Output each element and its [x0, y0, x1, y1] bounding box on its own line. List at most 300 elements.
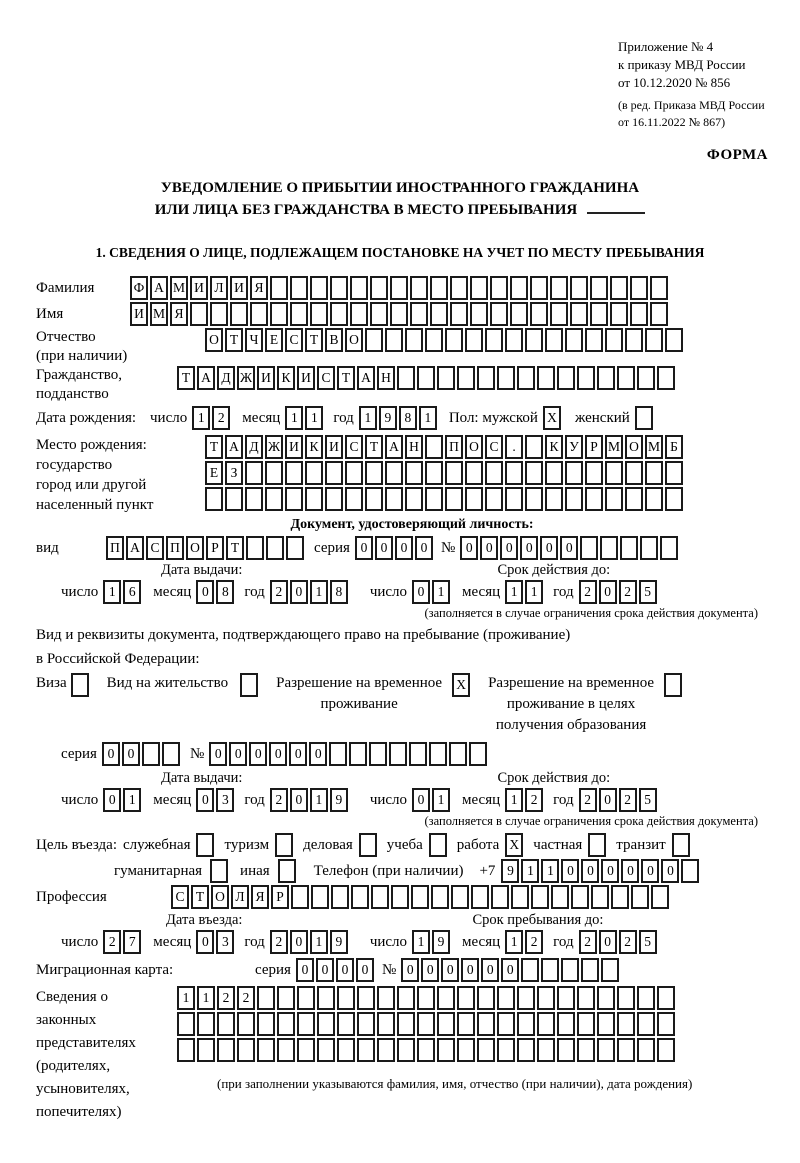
form-cell: Ч — [245, 328, 263, 352]
form-cell — [617, 1012, 635, 1036]
citizenship-row — [36, 366, 788, 402]
form-cell — [665, 328, 683, 352]
profession-label: Профессия — [36, 888, 107, 905]
purpose-humanitarian-checkbox — [210, 859, 230, 883]
form-cell: В — [325, 328, 343, 352]
migration-card-row — [36, 958, 788, 982]
firstname-label: Имя — [36, 305, 64, 322]
purpose-tourism-checkbox — [275, 833, 295, 857]
form-cell: И — [285, 435, 303, 459]
form-cell: 0 — [621, 859, 639, 883]
form-cell: 0 — [309, 742, 327, 766]
form-cell — [205, 487, 223, 511]
month-word: месяц — [462, 791, 501, 808]
birth-date-row — [36, 406, 788, 430]
birth-month-cells — [285, 406, 325, 430]
form-cell — [645, 487, 663, 511]
form-cell: Л — [231, 885, 249, 909]
form-cell — [349, 742, 367, 766]
form-cell — [245, 487, 263, 511]
form-cell — [405, 328, 423, 352]
form-cell — [465, 328, 483, 352]
form-cell — [517, 366, 535, 390]
form-cell: 0 — [196, 930, 214, 954]
form-cell: 2 — [579, 580, 597, 604]
form-cell — [597, 1012, 615, 1036]
entry-date — [61, 930, 350, 954]
form-cell: 9 — [501, 859, 519, 883]
form-cell — [305, 461, 323, 485]
form-cell — [497, 1038, 515, 1062]
representatives-cells-row2 — [177, 1012, 692, 1036]
identity-valid-year-cells — [579, 580, 659, 604]
birthplace-cell-rows — [205, 435, 685, 513]
form-cell — [305, 487, 323, 511]
form-cell — [617, 1038, 635, 1062]
form-cell — [430, 276, 448, 300]
form-cell — [465, 461, 483, 485]
form-cell: 2 — [103, 930, 121, 954]
form-cell — [605, 487, 623, 511]
form-cell — [610, 276, 628, 300]
form-cell — [485, 328, 503, 352]
form-cell — [577, 366, 595, 390]
citizenship-label-line1: Гражданство, — [36, 367, 123, 383]
form-cell — [657, 1012, 675, 1036]
form-cell: 0 — [102, 742, 120, 766]
form-cell: И — [297, 366, 315, 390]
stay-doc-issue-month-cells — [196, 788, 236, 812]
form-cell: О — [205, 328, 223, 352]
form-cell — [350, 276, 368, 300]
surname-row — [36, 276, 788, 300]
form-cell: М — [150, 302, 168, 326]
form-cell: 0 — [249, 742, 267, 766]
stay-doc-intro-line1: Вид и реквизиты документа, подтверждающего право на пребывание (проживание) — [36, 627, 571, 643]
form-cell — [357, 1012, 375, 1036]
form-cell — [331, 885, 349, 909]
form-cell: 0 — [122, 742, 140, 766]
form-cell — [581, 958, 599, 982]
form-cell — [601, 958, 619, 982]
form-cell — [497, 986, 515, 1010]
form-cell: 0 — [501, 958, 519, 982]
entry-year-cells — [270, 930, 350, 954]
form-cell — [71, 673, 89, 697]
identity-valid-date — [370, 580, 659, 604]
purpose-row2 — [36, 859, 788, 883]
form-cell: Ж — [265, 435, 283, 459]
form-cell: К — [277, 366, 295, 390]
residence-permit-label: Вид на жительство — [106, 675, 229, 691]
form-cell: 0 — [481, 958, 499, 982]
form-cell: Ф — [130, 276, 148, 300]
form-cell: 2 — [270, 580, 288, 604]
form-cell — [425, 461, 443, 485]
number-word: № — [440, 539, 456, 556]
form-cell — [611, 885, 629, 909]
form-cell: 0 — [336, 958, 354, 982]
form-cell — [450, 302, 468, 326]
day-word: число — [61, 791, 99, 808]
form-cell — [617, 986, 635, 1010]
form-cell — [525, 435, 543, 459]
form-cell: З — [225, 461, 243, 485]
form-cell — [457, 366, 475, 390]
stay-until-day-cells — [412, 930, 452, 954]
form-cell — [557, 366, 575, 390]
form-cell — [537, 1012, 555, 1036]
birth-day-cells — [192, 406, 232, 430]
form-cell — [397, 366, 415, 390]
temp-residence-checkbox — [452, 673, 472, 697]
form-cell: 0 — [601, 859, 619, 883]
form-cell — [588, 833, 606, 857]
phone-prefix: +7 — [479, 862, 496, 879]
form-cell: X — [452, 673, 470, 697]
appendix-line: от 10.12.2020 № 856 — [618, 75, 731, 90]
form-cell — [665, 461, 683, 485]
entry-date-label: Дата въезда: — [166, 912, 243, 928]
form-cell: X — [505, 833, 523, 857]
form-cell: 1 — [310, 580, 328, 604]
form-cell — [450, 276, 468, 300]
day-word: число — [369, 933, 408, 950]
form-cell: 0 — [356, 958, 374, 982]
form-cell: 0 — [520, 536, 538, 560]
form-cell: 0 — [480, 536, 498, 560]
form-cell — [660, 536, 678, 560]
identity-kind-label: вид — [36, 539, 59, 556]
year-word: год — [553, 583, 574, 600]
form-cell: 1 — [305, 406, 323, 430]
form-cell: 0 — [540, 536, 558, 560]
form-cell — [470, 302, 488, 326]
birthplace-cells-row2 — [205, 461, 685, 485]
edu-residence-label-line1: Разрешение на временное — [488, 675, 655, 691]
form-cell — [285, 461, 303, 485]
form-cell — [650, 276, 668, 300]
title-blank-underline — [587, 200, 645, 214]
form-cell: 0 — [441, 958, 459, 982]
form-cell: Р — [271, 885, 289, 909]
purpose-option-label: иная — [240, 862, 270, 879]
form-cell — [431, 885, 449, 909]
stay-doc-dates-row — [36, 788, 788, 812]
form-cell — [365, 461, 383, 485]
edu-residence-label-line2: проживание в целях — [506, 696, 636, 712]
month-word: месяц — [462, 933, 501, 950]
stay-until-year-cells — [579, 930, 659, 954]
form-cell — [217, 1012, 235, 1036]
form-cell: 2 — [619, 788, 637, 812]
form-cell — [246, 536, 264, 560]
form-cell — [605, 328, 623, 352]
form-cell: 0 — [290, 788, 308, 812]
identity-valid-day-cells — [412, 580, 452, 604]
temp-residence-label-line1: Разрешение на временное — [276, 675, 443, 691]
form-cell — [337, 986, 355, 1010]
form-cell: М — [645, 435, 663, 459]
temp-residence-label — [276, 673, 442, 715]
purpose-business-checkbox — [196, 833, 216, 857]
sex-label: Пол: мужской — [448, 409, 538, 426]
form-cell — [265, 487, 283, 511]
form-cell: 0 — [661, 859, 679, 883]
representatives-label-line: (родителях, — [36, 1058, 111, 1074]
form-cell: 0 — [290, 580, 308, 604]
form-cell — [230, 302, 248, 326]
form-cell — [430, 302, 448, 326]
form-cell — [457, 986, 475, 1010]
visa-checkbox — [71, 673, 91, 697]
form-cell: 1 — [419, 406, 437, 430]
form-cell: 2 — [525, 930, 543, 954]
form-cell — [550, 302, 568, 326]
stay-doc-valid-year-cells — [579, 788, 659, 812]
form-cell — [571, 885, 589, 909]
form-cell — [497, 366, 515, 390]
form-cell — [277, 986, 295, 1010]
purpose-option-label: частная — [533, 836, 583, 853]
edu-residence-checkbox — [664, 673, 684, 697]
form-cell: 1 — [505, 580, 523, 604]
form-cell — [597, 986, 615, 1010]
identity-issue-date — [61, 580, 350, 604]
form-cell: О — [211, 885, 229, 909]
form-cell — [545, 328, 563, 352]
form-cell — [317, 1038, 335, 1062]
form-cell: С — [485, 435, 503, 459]
form-cell — [681, 859, 699, 883]
form-cell — [177, 1012, 195, 1036]
month-word: месяц — [153, 933, 192, 950]
form-cell — [457, 1012, 475, 1036]
form-cell: Т — [225, 328, 243, 352]
appendix-line: Приложение № 4 — [618, 39, 714, 54]
form-cell: Я — [250, 276, 268, 300]
form-cell: И — [230, 276, 248, 300]
month-word: месяц — [153, 791, 192, 808]
identity-valid-month-cells — [505, 580, 545, 604]
form-cell — [190, 302, 208, 326]
form-cell — [630, 276, 648, 300]
form-cell — [445, 461, 463, 485]
identity-doc-heading: Документ, удостоверяющий личность: — [290, 517, 534, 532]
form-cell: А — [225, 435, 243, 459]
patronymic-row — [36, 328, 788, 364]
form-cell — [345, 461, 363, 485]
form-cell — [645, 461, 663, 485]
form-cell — [637, 1012, 655, 1036]
representatives-label — [36, 986, 177, 1124]
form-cell — [357, 986, 375, 1010]
residence-permit-checkbox — [240, 673, 260, 697]
profession-cells — [171, 885, 671, 909]
form-cell — [385, 487, 403, 511]
form-cell — [491, 885, 509, 909]
form-cell: 1 — [285, 406, 303, 430]
form-cell: 0 — [581, 859, 599, 883]
form-cell — [437, 986, 455, 1010]
form-cell: Н — [405, 435, 423, 459]
form-cell — [511, 885, 529, 909]
form-cell — [557, 986, 575, 1010]
purpose-option-label: служебная — [122, 836, 191, 853]
form-cell — [651, 885, 669, 909]
form-cell — [437, 1012, 455, 1036]
purpose-private-checkbox — [588, 833, 608, 857]
stay-doc-valid-month-cells — [505, 788, 545, 812]
form-cell — [351, 885, 369, 909]
form-cell — [585, 328, 603, 352]
form-cell: К — [305, 435, 323, 459]
form-cell: 0 — [560, 536, 578, 560]
form-cell: Я — [170, 302, 188, 326]
form-cell — [270, 302, 288, 326]
form-cell: 0 — [641, 859, 659, 883]
form-cell — [505, 461, 523, 485]
form-cell: 1 — [432, 788, 450, 812]
form-cell — [297, 986, 315, 1010]
identity-kind-cells — [106, 536, 306, 560]
form-cell — [257, 1012, 275, 1036]
form-cell: 0 — [290, 930, 308, 954]
form-cell: Н — [377, 366, 395, 390]
form-cell: С — [317, 366, 335, 390]
form-cell: 1 — [359, 406, 377, 430]
form-cell: 0 — [209, 742, 227, 766]
form-cell — [490, 276, 508, 300]
form-cell — [277, 1012, 295, 1036]
edu-residence-label-line3: получения образования — [495, 717, 647, 733]
form-cell: А — [150, 276, 168, 300]
form-cell — [525, 461, 543, 485]
form-cell — [469, 742, 487, 766]
form-cell — [471, 885, 489, 909]
identity-series-cells — [355, 536, 435, 560]
purpose-work-checkbox — [505, 833, 525, 857]
citizenship-label-line2: подданство — [36, 386, 109, 402]
form-cell — [409, 742, 427, 766]
month-word: месяц — [462, 583, 501, 600]
firstname-cells — [130, 302, 670, 326]
form-cell — [630, 302, 648, 326]
form-cell: С — [345, 435, 363, 459]
form-cell — [278, 859, 296, 883]
form-cell — [605, 461, 623, 485]
form-cell — [197, 1038, 215, 1062]
form-cell: А — [126, 536, 144, 560]
form-cell — [657, 1038, 675, 1062]
form-cell — [425, 487, 443, 511]
edition-line: (в ред. Приказа МВД России — [618, 98, 765, 112]
form-cell: 1 — [197, 986, 215, 1010]
form-cell — [437, 1038, 455, 1062]
form-cell — [465, 487, 483, 511]
form-cell — [257, 986, 275, 1010]
purpose-option-label: деловая — [303, 836, 353, 853]
identity-issue-year-cells — [270, 580, 350, 604]
form-cell: И — [325, 435, 343, 459]
stay-doc-valid-date — [370, 788, 659, 812]
day-word: число — [369, 583, 408, 600]
form-cell — [410, 302, 428, 326]
form-cell — [531, 885, 549, 909]
form-cell — [265, 461, 283, 485]
form-cell — [570, 302, 588, 326]
form-cell — [397, 986, 415, 1010]
year-word: год — [244, 933, 265, 950]
representatives-cells-row3 — [177, 1038, 692, 1062]
form-cell — [217, 1038, 235, 1062]
form-cell — [521, 958, 539, 982]
form-cell: Р — [206, 536, 224, 560]
surname-label: Фамилия — [36, 279, 95, 296]
form-cell — [417, 986, 435, 1010]
form-cell — [557, 1038, 575, 1062]
form-cell: О — [625, 435, 643, 459]
form-cell: Т — [305, 328, 323, 352]
form-cell: 7 — [123, 930, 141, 954]
form-cell — [397, 1038, 415, 1062]
form-cell — [545, 461, 563, 485]
form-cell — [405, 461, 423, 485]
form-cell: 2 — [270, 788, 288, 812]
form-cell — [477, 366, 495, 390]
form-cell: 0 — [412, 788, 430, 812]
stay-doc-series-row — [36, 742, 788, 766]
form-cell: 0 — [599, 580, 617, 604]
form-cell: 0 — [412, 580, 430, 604]
identity-issue-label: Дата выдачи: — [161, 562, 243, 578]
identity-dates-row — [36, 580, 788, 604]
series-word: серия — [314, 539, 350, 556]
form-cell — [275, 833, 293, 857]
form-cell: 0 — [415, 536, 433, 560]
year-word: год — [553, 933, 574, 950]
form-cell — [266, 536, 284, 560]
form-cell: С — [146, 536, 164, 560]
form-cell — [437, 366, 455, 390]
form-cell: Т — [191, 885, 209, 909]
form-cell: 0 — [561, 859, 579, 883]
identity-date-labels — [36, 562, 788, 579]
form-cell — [637, 986, 655, 1010]
purpose-other-checkbox — [278, 859, 298, 883]
form-cell — [317, 1012, 335, 1036]
appendix-line: к приказу МВД России — [618, 57, 746, 72]
representatives-label-line: законных — [36, 1012, 97, 1028]
firstname-row — [36, 302, 788, 326]
form-cell — [510, 302, 528, 326]
form-cell: 2 — [525, 788, 543, 812]
year-word: год — [553, 791, 574, 808]
form-cell — [561, 958, 579, 982]
birthplace-label-line3: город или другой — [36, 477, 147, 493]
form-cell — [142, 742, 160, 766]
form-cell: 8 — [216, 580, 234, 604]
form-cell: 1 — [505, 788, 523, 812]
form-cell: 0 — [395, 536, 413, 560]
form-cell — [530, 276, 548, 300]
number-word: № — [381, 961, 397, 978]
form-cell — [620, 536, 638, 560]
form-cell — [245, 461, 263, 485]
form-cell: Е — [205, 461, 223, 485]
form-cell — [449, 742, 467, 766]
form-cell — [625, 487, 643, 511]
